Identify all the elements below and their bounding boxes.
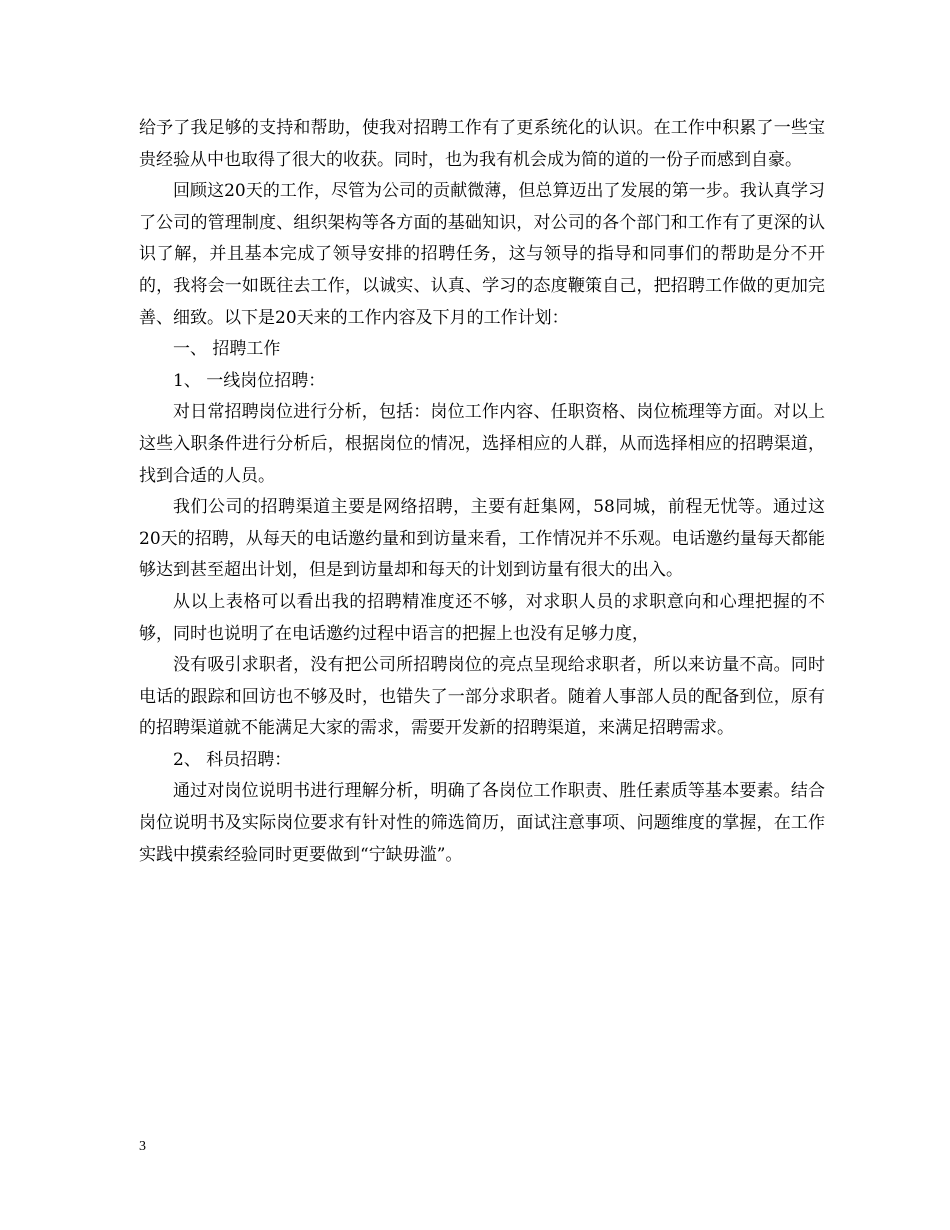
paragraph-review: 回顾这20天的工作，尽管为公司的贡献微薄，但总算迈出了发展的第一步。我认真学习了公司的管理制度、组织架构等各方面的基础知识，对公司的各个部门和工作有了更深的认识了解，并且基本完成了领导安排的招聘任务，这与领导的指导和同事们的帮助是分不开的，我将会一如既往去工作，以诚实、认真、学习的态度鞭策自己，把招聘工作做的更加完善、细致。以下是20天来的工作内容及下月的工作计划： <box>139 181 825 328</box>
section-heading-recruitment: 一、 招聘工作 <box>173 339 281 360</box>
paragraph-accuracy: 从以上表格可以看出我的招聘精准度还不够，对求职人员的求职意向和心理把握的不够，同时也说明了在电话邀约过程中语言的把握上也没有足够力度， <box>139 591 825 644</box>
subheading-staff-recruitment: 2、 科员招聘： <box>173 749 292 770</box>
paragraph-channels: 我们公司的招聘渠道主要是网络招聘，主要有赶集网，58同城，前程无忧等。通过这20天的招聘，从每天的电话邀约量和到访量来看，工作情况并不乐观。电话邀约量每天都能够达到甚至超出计划，但是到访量却和每天的计划到访量有很大的出入。 <box>139 497 825 581</box>
body-text <box>139 113 825 871</box>
subheading-frontline-recruitment: 1、 一线岗位招聘： <box>173 370 326 391</box>
paragraph-job-description: 通过对岗位说明书进行理解分析，明确了各岗位工作职责、胜任素质等基本要素。结合岗位说明书及实际岗位要求有针对性的筛选简历，面试注意事项、问题维度的掌握，在工作实践中摸索经验同时更要做到“宁缺毋滥”。 <box>139 781 825 865</box>
paragraph-job-analysis: 对日常招聘岗位进行分析，包括：岗位工作内容、任职资格、岗位梳理等方面。对以上这些入职条件进行分析后，根据岗位的情况，选择相应的人群，从而选择相应的招聘渠道，找到合适的人员。 <box>139 402 825 486</box>
paragraph-continued: 给予了我足够的支持和帮助，使我对招聘工作有了更系统化的认识。在工作中积累了一些宝贵经验从中也取得了很大的收获。同时，也为我有机会成为简的道的一份子而感到自豪。 <box>139 118 825 170</box>
paragraph-attraction: 没有吸引求职者，没有把公司所招聘岗位的亮点呈现给求职者，所以来访量不高。同时电话的跟踪和回访也不够及时，也错失了一部分求职者。随着人事部人员的配备到位，原有的招聘渠道就不能满足大家的需求，需要开发新的招聘渠道，来满足招聘需求。 <box>139 655 825 739</box>
page-number: 3 <box>139 1139 146 1154</box>
